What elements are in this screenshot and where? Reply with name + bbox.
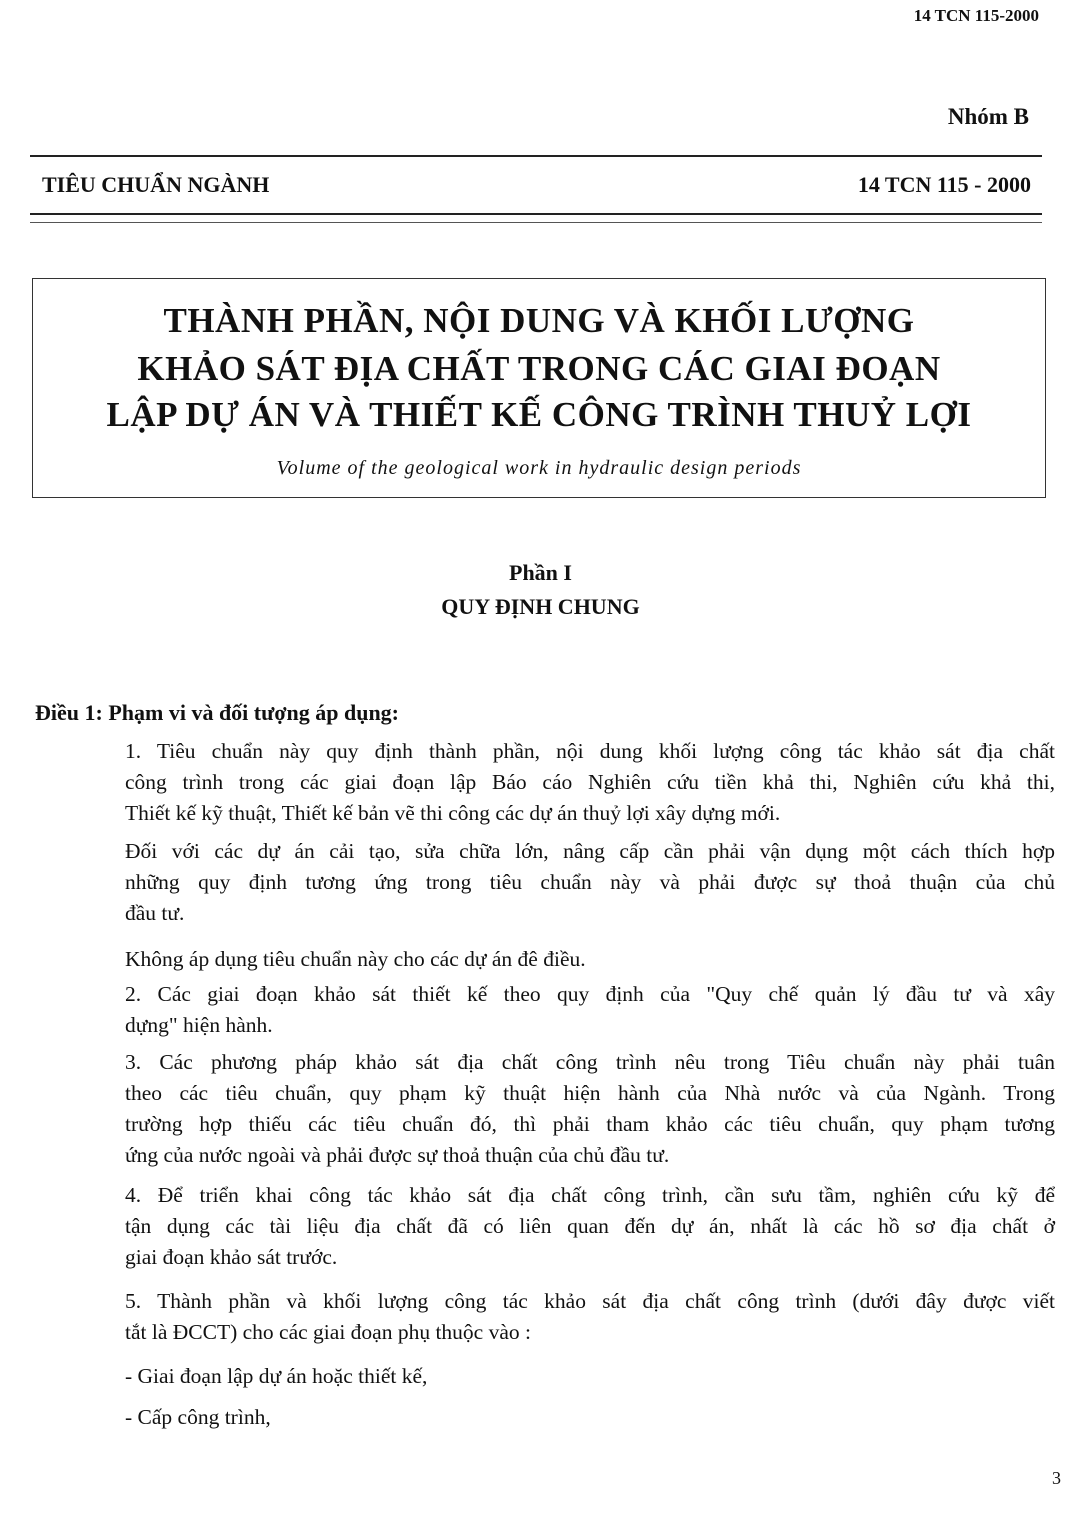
- title-box: [32, 278, 1046, 498]
- paragraph-line: đầu tư.: [125, 901, 185, 925]
- paragraph-line: giai đoạn khảo sát trước.: [125, 1245, 338, 1269]
- paragraph-line: 1. Tiêu chuẩn này quy định thành phần, nội dung khối lượng công tác khảo sát địa chất: [125, 739, 1055, 763]
- paragraph-line: - Cấp công trình,: [125, 1405, 271, 1429]
- paragraph-line: ứng của nước ngoài và phải được sự thoả thuận của chủ đầu tư.: [125, 1143, 670, 1167]
- divider: [30, 222, 1042, 223]
- title-line: LẬP DỰ ÁN VÀ THIẾT KẾ CÔNG TRÌNH THUỶ LỢI: [106, 395, 972, 434]
- divider: [30, 213, 1042, 215]
- paragraph: [125, 944, 1055, 975]
- paragraph: [125, 1047, 1055, 1171]
- part-heading: QUY ĐỊNH CHUNG: [441, 594, 640, 619]
- paragraph-line: Không áp dụng tiêu chuẩn này cho các dự án đê điều.: [125, 947, 586, 971]
- paragraph-line: dựng" hiện hành.: [125, 1013, 273, 1037]
- paragraph: [125, 736, 1055, 829]
- paragraph-line: 3. Các phương pháp khảo sát địa chất công trình nêu trong Tiêu chuẩn này phải tuân: [125, 1050, 1055, 1074]
- paragraph: [125, 1361, 1055, 1392]
- paragraph: [125, 1402, 1055, 1433]
- paragraph-line: những quy định tương ứng trong tiêu chuẩn này và phải được sự thoả thuận của chủ: [125, 870, 1055, 894]
- document-code-top: 14 TCN 115-2000: [913, 6, 1039, 25]
- standard-code: 14 TCN 115 - 2000: [857, 172, 1031, 197]
- divider: [30, 155, 1042, 157]
- paragraph-line: theo các tiêu chuẩn, quy phạm kỹ thuật hiện hành của Nhà nước và của Ngành. Trong: [125, 1081, 1055, 1105]
- group-label: Nhóm B: [947, 104, 1029, 129]
- page-number: 3: [1052, 1468, 1061, 1488]
- part-label: Phần I: [509, 560, 572, 585]
- paragraph: [125, 836, 1055, 929]
- paragraph-line: Đối với các dự án cải tạo, sửa chữa lớn, nâng cấp cần phải vận dụng một cách thích hợp: [125, 839, 1055, 863]
- paragraph-line: 2. Các giai đoạn khảo sát thiết kế theo quy định của "Quy chế quản lý đầu tư và xây: [125, 982, 1055, 1006]
- paragraph-line: công trình trong các giai đoạn lập Báo cáo Nghiên cứu tiền khả thi, Nghiên cứu khả thi,: [125, 770, 1055, 794]
- title-line: THÀNH PHẦN, NỘI DUNG VÀ KHỐI LƯỢNG: [163, 301, 915, 340]
- paragraph-line: trường hợp thiếu các tiêu chuẩn đó, thì phải tham khảo các tiêu chuẩn, quy phạm tương: [125, 1112, 1055, 1136]
- paragraph: [125, 979, 1055, 1041]
- paragraph-line: tắt là ĐCCT) cho các giai đoạn phụ thuộc vào :: [125, 1320, 531, 1344]
- standard-category: TIÊU CHUẨN NGÀNH: [42, 172, 270, 197]
- paragraph-line: tận dụng các tài liệu địa chất đã có liên quan đến dự án, nhất là các hồ sơ địa chất ở: [125, 1214, 1055, 1238]
- paragraph-line: - Giai đoạn lập dự án hoặc thiết kế,: [125, 1364, 428, 1388]
- paragraph: [125, 1180, 1055, 1273]
- english-subtitle: Volume of the geological work in hydraulic design periods: [276, 457, 802, 479]
- paragraph-line: 4. Để triển khai công tác khảo sát địa chất công trình, cần sưu tầm, nghiên cứu kỹ để: [125, 1183, 1055, 1207]
- paragraph: [125, 1286, 1055, 1348]
- paragraph-line: 5. Thành phần và khối lượng công tác khảo sát địa chất công trình (dưới đây được viết: [125, 1289, 1055, 1313]
- title-line: KHẢO SÁT ĐỊA CHẤT TRONG CÁC GIAI ĐOẠN: [137, 349, 941, 388]
- article-heading: Điều 1: Phạm vi và đối tượng áp dụng:: [35, 700, 399, 725]
- paragraph-line: Thiết kế kỹ thuật, Thiết kế bản vẽ thi công các dự án thuỷ lợi xây dựng mới.: [125, 801, 781, 825]
